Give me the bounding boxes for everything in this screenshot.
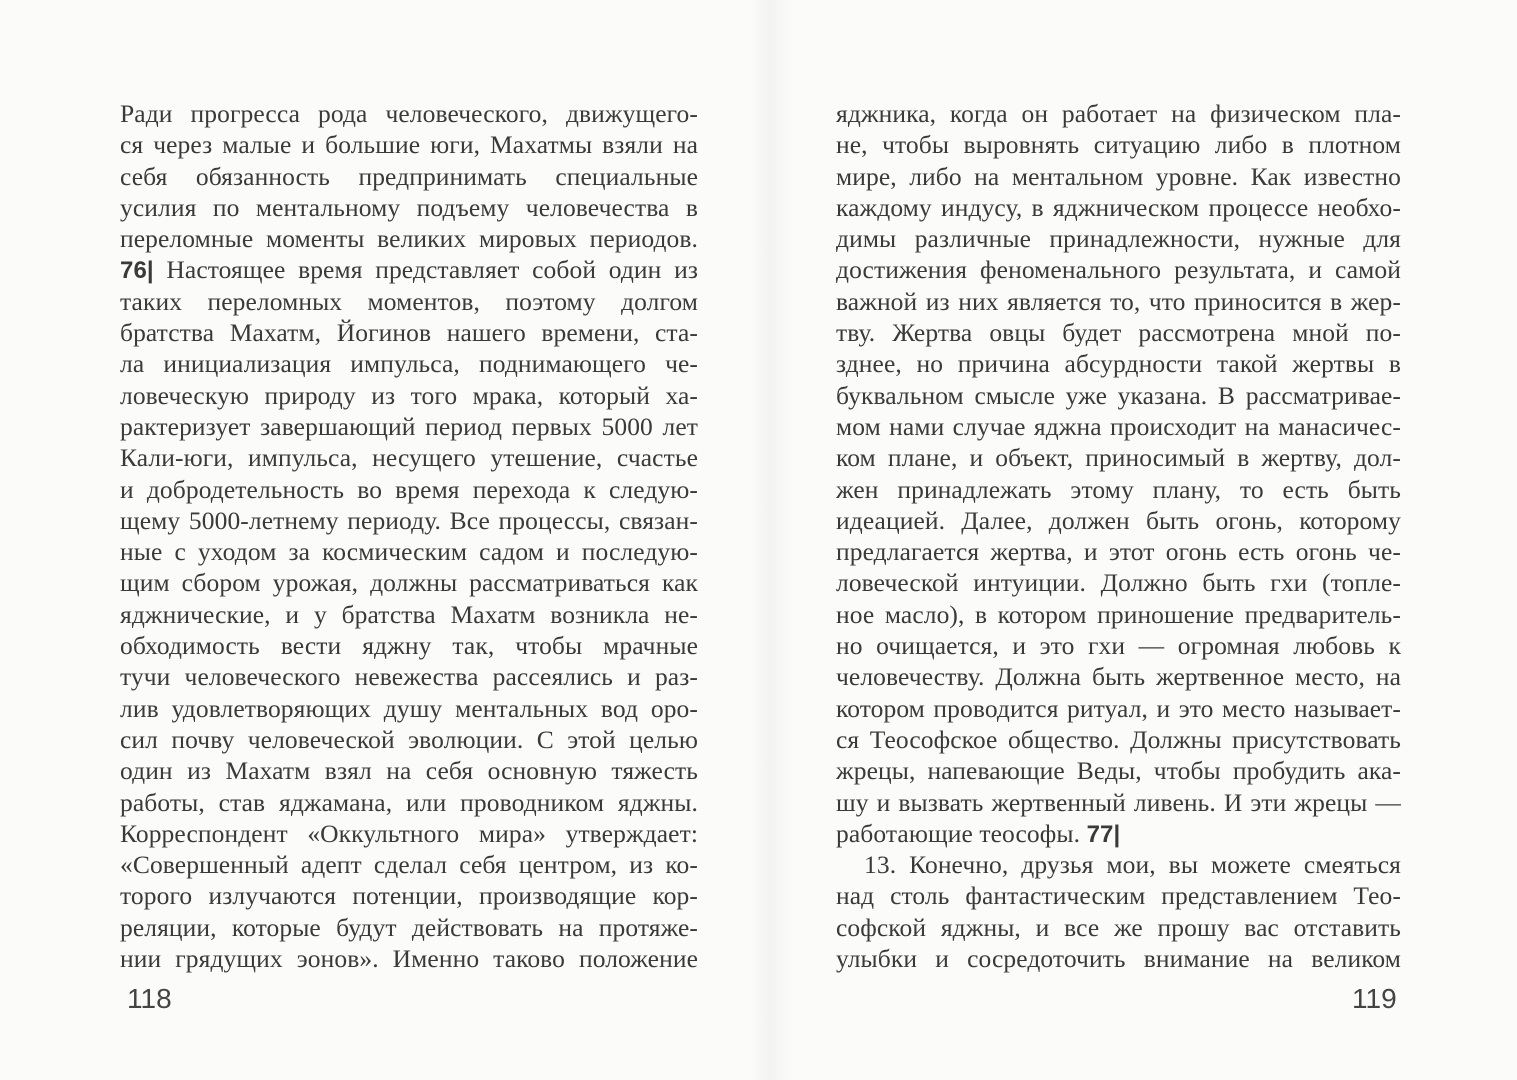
text-line [836,348,1401,379]
line-text: идеацией. Далее, должен быть огонь, которому [836,505,1401,535]
right-page-number: 119 [1352,983,1397,1014]
line-text: котором проводится ритуал, и это место называет- [836,693,1401,723]
line-text: ком плане, и объект, приносимый в жертву, дол- [836,443,1401,473]
line-text: ловеческой интуиции. Должно быть гхи (топле- [836,568,1401,598]
line-text: ся Теософское общество. Должны присутствовать [836,724,1401,754]
text-line [836,474,1401,505]
line-text: таких переломных моментов, поэтому долгом [120,286,698,316]
text-line [836,161,1401,192]
line-text: нии грядущих эонов». Именно таково положение [120,944,698,974]
line-text: Корреспондент «Оккультного мира» утверждает: [120,818,698,848]
text-line [120,223,698,254]
line-text: щим сбором урожая, должны рассматриваться как [120,568,698,598]
text-line [836,693,1401,724]
line-text: достижения феноменального результата, и самой [836,255,1401,285]
text-line [836,567,1401,598]
left-page-text [120,98,698,974]
line-text: мире, либо на ментальном уровне. Как известно [836,161,1401,191]
line-text: один из Махатм взял на себя основную тяжесть [120,756,698,786]
text-line [120,849,698,880]
text-line [836,505,1401,536]
line-text: работы, став яджамана, или проводником яджны. [120,787,698,817]
line-text: буквальном смысле уже указана. В рассматривае- [836,380,1401,410]
line-text: димы различные принадлежности, нужные для [836,224,1401,254]
line-text: зднее, но причина абсурдности такой жертвы в [836,349,1401,379]
text-line [120,599,698,630]
text-line [120,474,698,505]
text-line [836,192,1401,223]
text-line [120,943,698,974]
text-line [836,286,1401,317]
line-text: реляции, которые будут действовать на протяже- [120,912,698,942]
line-text: Кали-юги, импульса, несущего утешение, счастье [120,443,698,473]
text-line [120,98,698,129]
text-line [120,880,698,911]
line-text: «Совершенный адепт сделал себя центром, из ко- [120,850,698,880]
text-line [120,129,698,160]
line-text: тучи человеческого невежества рассеялись и раз- [120,662,698,692]
line-text: но очищается, и это гхи — огромная любовь к [836,631,1401,661]
text-line [120,661,698,692]
line-text: лив удовлетворяющих душу ментальных вод оро- [120,693,698,723]
text-line [836,411,1401,442]
text-line [120,693,698,724]
text-line [120,161,698,192]
text-line [120,567,698,598]
line-text: ные с уходом за космическим садом и последую- [120,537,698,567]
text-line [120,630,698,661]
line-text: шу и вызвать жертвенный ливень. И эти жрецы — [836,787,1401,817]
line-text: жен принадлежать этому плану, то есть быть [836,474,1401,504]
text-line [836,380,1401,411]
line-text-before-marker: работающие теософы. [836,818,1087,848]
line-text: ся через малые и большие юги, Махатмы взяли на [120,130,698,160]
line-text: переломные моменты великих мировых периодов. [120,224,698,254]
text-line [836,223,1401,254]
line-text: усилия по ментальному подъему человечества в [120,192,698,222]
text-line [120,787,698,818]
text-line [836,787,1401,818]
line-text: не, чтобы выровнять ситуацию либо в плотном [836,130,1401,160]
line-text: себя обязанность предпринимать специальные [120,161,698,191]
line-text: торого излучаются потенции, производящие кор- [120,881,698,911]
text-line [120,317,698,348]
line-text: обходимость вести яджну так, чтобы мрачные [120,631,698,661]
text-line [836,818,1401,849]
line-text: предлагается жертва, и этот огонь есть огонь че- [836,537,1401,567]
line-text: щему 5000-летнему периоду. Все процессы, связан- [120,505,698,535]
text-line [120,380,698,411]
line-text: каждому индусу, в яджническом процессе необхо- [836,192,1401,222]
line-text: важной из них является то, что приносится в жер- [836,286,1401,316]
line-text: яджнические, и у братства Махатм возникла не- [120,599,698,629]
text-line [120,411,698,442]
text-line [836,536,1401,567]
line-text: 13. Конечно, друзья мои, вы можете смеяться [864,850,1401,880]
text-line [836,129,1401,160]
text-line [120,192,698,223]
text-line [836,661,1401,692]
right-page-text [836,98,1401,974]
text-line [120,348,698,379]
line-text: мом нами случае яджна происходит на манасичес- [836,411,1401,441]
page-reference-marker: 77| [1086,820,1121,848]
line-text: сил почву человеческой эволюции. С этой целью [120,724,698,754]
text-line [120,536,698,567]
text-line [836,724,1401,755]
line-text: человечеству. Должна быть жертвенное место, на [836,662,1401,692]
line-text: жрецы, напевающие Веды, чтобы пробудить ака- [836,756,1401,786]
text-line [120,724,698,755]
text-line [836,98,1401,129]
line-text: улыбки и сосредоточить внимание на великом [836,944,1401,974]
page-reference-marker: 76| [120,257,154,285]
line-text: и добродетельность во время перехода к следую- [120,474,698,504]
text-line [836,254,1401,285]
text-line [836,849,1401,880]
line-text: рактеризует завершающий период первых 5000 лет [120,411,698,441]
text-line [120,755,698,786]
left-page [0,0,758,1080]
line-text: яджника, когда он работает на физическом пла- [836,99,1401,128]
text-line [120,286,698,317]
text-line [120,442,698,473]
line-text: Настоящее время представляет собой один из [153,255,698,285]
right-page [758,0,1517,1080]
line-text: ное масло), в котором приношение предваритель- [836,599,1401,629]
text-line [836,880,1401,911]
text-line [836,599,1401,630]
line-text: софской яджны, и все же прошу вас отставить [836,912,1401,942]
line-text: над столь фантастическим представлением Тео- [836,881,1401,911]
text-line [836,912,1401,943]
text-line [836,317,1401,348]
line-text: братства Махатм, Йогинов нашего времени, ста- [120,318,698,348]
text-line [836,630,1401,661]
left-page-number: 118 [127,983,172,1014]
line-text: Ради прогресса рода человеческого, движущего- [120,99,698,128]
text-line [836,755,1401,786]
text-line [836,442,1401,473]
line-text: тву. Жертва овцы будет рассмотрена мной по- [836,318,1401,348]
text-line [120,912,698,943]
line-text: ловеческую природу из того мрака, который ха- [120,380,698,410]
line-text: ла инициализация импульса, поднимающего че- [120,349,698,379]
text-line [120,505,698,536]
text-line [120,818,698,849]
text-line [836,943,1401,974]
text-line [120,254,698,285]
